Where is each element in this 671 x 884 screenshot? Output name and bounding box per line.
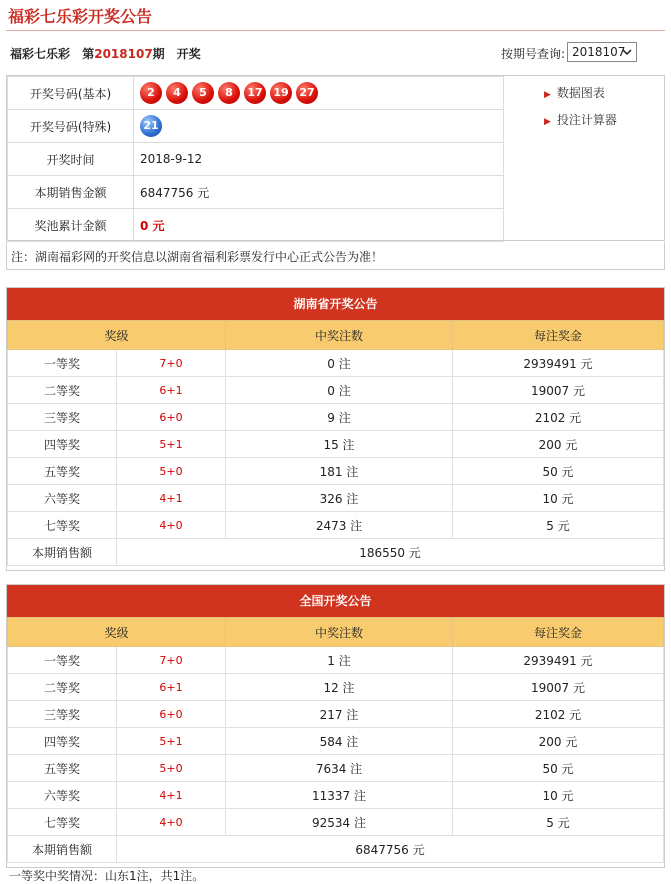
basic-ball: 4 bbox=[166, 82, 188, 104]
prize-rule: 5+1 bbox=[117, 728, 226, 755]
prize-level: 七等奖 bbox=[8, 512, 117, 539]
sales-value: 6847756 元 bbox=[117, 836, 664, 863]
prize-amount: 2102 元 bbox=[453, 404, 664, 431]
prize-rule: 6+1 bbox=[117, 674, 226, 701]
table-row bbox=[8, 431, 664, 458]
winner-count: 1 注 bbox=[226, 647, 453, 674]
sales-amount: 6847756 元 bbox=[134, 176, 504, 209]
prize-amount: 2102 元 bbox=[453, 701, 664, 728]
prize-amount: 2939491 元 bbox=[453, 647, 664, 674]
prize-amount: 19007 元 bbox=[453, 377, 664, 404]
chevron-down-icon bbox=[621, 46, 633, 58]
prize-rule: 4+0 bbox=[117, 809, 226, 836]
sales-label: 本期销售额 bbox=[8, 539, 117, 566]
issue-select-value: 2018107 bbox=[572, 45, 626, 59]
prize-amount: 200 元 bbox=[453, 431, 664, 458]
prize-level: 五等奖 bbox=[8, 755, 117, 782]
prize-rule: 7+0 bbox=[117, 647, 226, 674]
table-row bbox=[8, 674, 664, 701]
winner-count: 12 注 bbox=[226, 674, 453, 701]
hunan-prize-table bbox=[7, 320, 664, 566]
winner-count: 11337 注 bbox=[226, 782, 453, 809]
draw-info-table bbox=[7, 76, 504, 242]
jackpot-amount: 0 元 bbox=[134, 209, 504, 242]
basic-ball: 5 bbox=[192, 82, 214, 104]
jackpot-label: 奖池累计金额 bbox=[8, 209, 134, 242]
winner-count: 326 注 bbox=[226, 485, 453, 512]
basic-numbers-label: 开奖号码(基本) bbox=[8, 77, 134, 110]
prize-level: 三等奖 bbox=[8, 404, 117, 431]
issue-prefix: 第 bbox=[82, 47, 95, 61]
table-row bbox=[8, 404, 664, 431]
triangle-right-icon: ▶ bbox=[544, 90, 551, 100]
table-row bbox=[8, 377, 664, 404]
first-prize-footer: 一等奖中奖情况：山东1注，共1注。 bbox=[9, 869, 205, 883]
prize-amount: 5 元 bbox=[453, 512, 664, 539]
prize-amount: 10 元 bbox=[453, 782, 664, 809]
prize-level: 四等奖 bbox=[8, 431, 117, 458]
prize-amount: 19007 元 bbox=[453, 674, 664, 701]
prize-rule: 6+1 bbox=[117, 377, 226, 404]
prize-amount: 50 元 bbox=[453, 755, 664, 782]
prize-level: 三等奖 bbox=[8, 701, 117, 728]
table-row bbox=[8, 755, 664, 782]
winner-count: 2473 注 bbox=[226, 512, 453, 539]
draw-date: 2018-9-12 bbox=[134, 143, 504, 176]
table-row bbox=[8, 485, 664, 512]
column-header-prize: 每注奖金 bbox=[453, 618, 664, 647]
triangle-right-icon: ▶ bbox=[544, 117, 551, 127]
column-header-level: 奖级 bbox=[8, 321, 226, 350]
winner-count: 0 注 bbox=[226, 350, 453, 377]
issue-number: 2018107 bbox=[94, 47, 153, 61]
sales-row bbox=[8, 836, 664, 863]
data-chart-link-label: 数据图表 bbox=[556, 86, 605, 100]
national-panel-title: 全国开奖公告 bbox=[7, 585, 664, 617]
hunan-panel bbox=[6, 287, 665, 571]
sales-row bbox=[8, 539, 664, 566]
table-row bbox=[8, 728, 664, 755]
prize-amount: 10 元 bbox=[453, 485, 664, 512]
side-links bbox=[544, 84, 617, 138]
basic-ball: 19 bbox=[270, 82, 292, 104]
winner-count: 181 注 bbox=[226, 458, 453, 485]
table-row bbox=[8, 458, 664, 485]
prize-level: 五等奖 bbox=[8, 458, 117, 485]
sales-value: 186550 元 bbox=[117, 539, 664, 566]
prize-rule: 7+0 bbox=[117, 350, 226, 377]
sales-label: 本期销售额 bbox=[8, 836, 117, 863]
winner-count: 9 注 bbox=[226, 404, 453, 431]
title-divider bbox=[6, 30, 665, 31]
winner-count: 0 注 bbox=[226, 377, 453, 404]
column-header-prize: 每注奖金 bbox=[453, 321, 664, 350]
column-header-count: 中奖注数 bbox=[226, 618, 453, 647]
draw-date-label: 开奖时间 bbox=[8, 143, 134, 176]
sales-amount-label: 本期销售金额 bbox=[8, 176, 134, 209]
column-header-count: 中奖注数 bbox=[226, 321, 453, 350]
page-title: 福彩七乐彩开奖公告 bbox=[8, 7, 153, 26]
prize-level: 四等奖 bbox=[8, 728, 117, 755]
bet-calculator-link[interactable] bbox=[544, 111, 617, 128]
game-name: 福彩七乐彩 bbox=[10, 47, 71, 61]
prize-rule: 4+1 bbox=[117, 485, 226, 512]
winner-count: 15 注 bbox=[226, 431, 453, 458]
issue-heading bbox=[10, 45, 201, 62]
prize-level: 七等奖 bbox=[8, 809, 117, 836]
national-prize-table bbox=[7, 617, 664, 863]
prize-level: 一等奖 bbox=[8, 647, 117, 674]
prize-amount: 2939491 元 bbox=[453, 350, 664, 377]
hunan-panel-title: 湖南省开奖公告 bbox=[7, 288, 664, 320]
prize-level: 一等奖 bbox=[8, 350, 117, 377]
prize-rule: 4+0 bbox=[117, 512, 226, 539]
table-row bbox=[8, 701, 664, 728]
disclaimer-note: 注：湖南福彩网的开奖信息以湖南省福利彩票发行中心正式公告为准！ bbox=[6, 242, 665, 270]
basic-ball: 8 bbox=[218, 82, 240, 104]
basic-ball: 2 bbox=[140, 82, 162, 104]
prize-rule: 4+1 bbox=[117, 782, 226, 809]
winner-count: 7634 注 bbox=[226, 755, 453, 782]
query-label: 按期号查询: bbox=[500, 47, 565, 61]
national-panel bbox=[6, 584, 665, 883]
prize-amount: 5 元 bbox=[453, 809, 664, 836]
prize-level: 六等奖 bbox=[8, 782, 117, 809]
basic-numbers bbox=[134, 77, 504, 110]
prize-rule: 6+0 bbox=[117, 701, 226, 728]
special-ball: 21 bbox=[140, 115, 162, 137]
winner-count: 92534 注 bbox=[226, 809, 453, 836]
prize-amount: 50 元 bbox=[453, 458, 664, 485]
special-number-label: 开奖号码(特殊) bbox=[8, 110, 134, 143]
bet-calculator-link-label: 投注计算器 bbox=[556, 113, 617, 127]
issue-select[interactable] bbox=[567, 42, 637, 62]
prize-rule: 5+0 bbox=[117, 755, 226, 782]
basic-ball: 27 bbox=[296, 82, 318, 104]
winner-count: 217 注 bbox=[226, 701, 453, 728]
table-row bbox=[8, 809, 664, 836]
basic-ball: 17 bbox=[244, 82, 266, 104]
issue-suffix: 期 开奖 bbox=[152, 47, 201, 61]
prize-level: 二等奖 bbox=[8, 674, 117, 701]
prize-level: 二等奖 bbox=[8, 377, 117, 404]
prize-rule: 5+0 bbox=[117, 458, 226, 485]
draw-info-box bbox=[6, 75, 665, 241]
table-row bbox=[8, 350, 664, 377]
winner-count: 584 注 bbox=[226, 728, 453, 755]
table-row bbox=[8, 782, 664, 809]
data-chart-link[interactable] bbox=[544, 84, 617, 101]
table-row bbox=[8, 512, 664, 539]
column-header-level: 奖级 bbox=[8, 618, 226, 647]
prize-level: 六等奖 bbox=[8, 485, 117, 512]
special-number bbox=[134, 110, 504, 143]
table-row bbox=[8, 647, 664, 674]
prize-rule: 6+0 bbox=[117, 404, 226, 431]
prize-rule: 5+1 bbox=[117, 431, 226, 458]
prize-amount: 200 元 bbox=[453, 728, 664, 755]
